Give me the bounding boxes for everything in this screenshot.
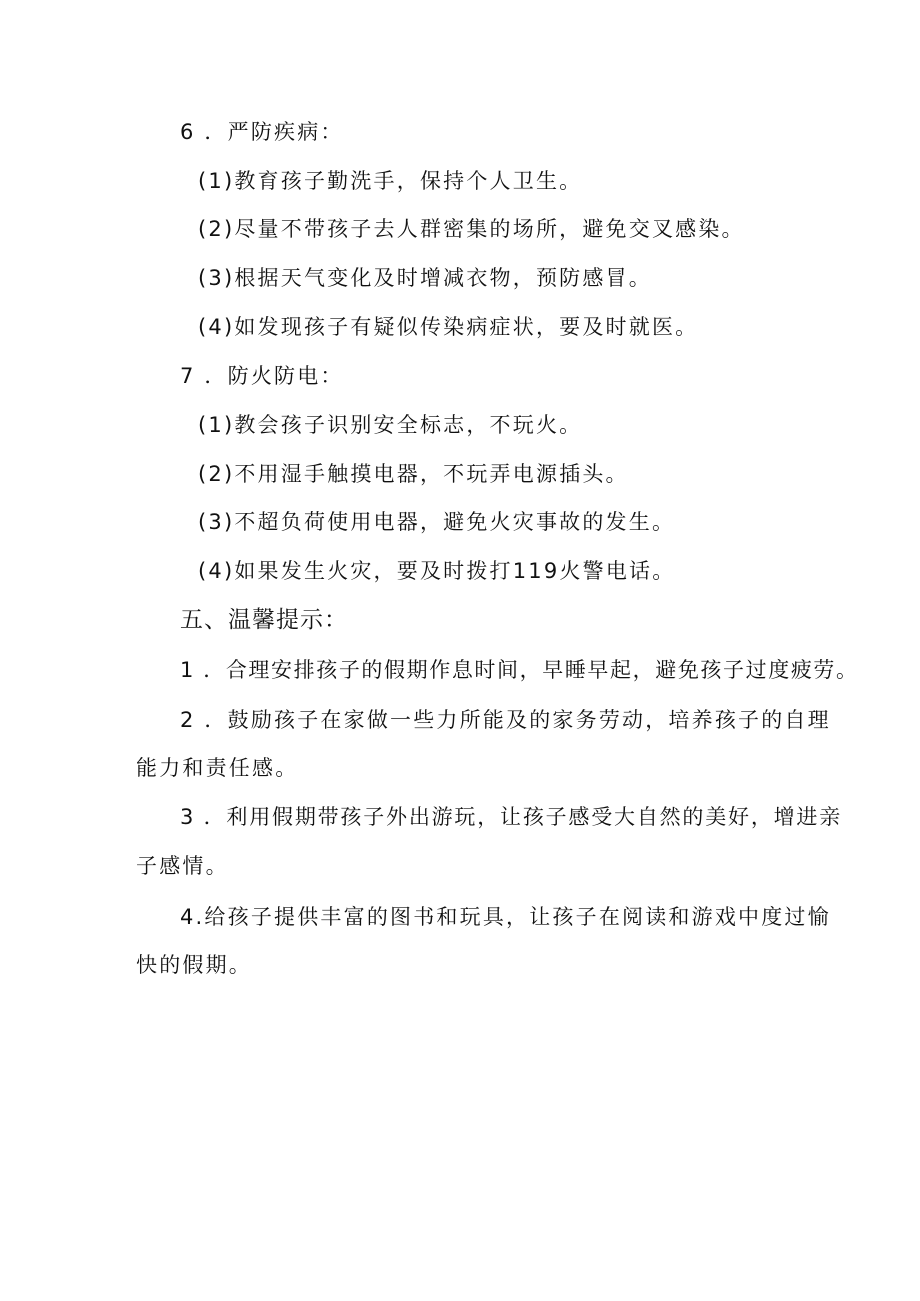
section-7-item-2: (2)不用湿手触摸电器，不玩弄电源插头。 (198, 462, 629, 486)
section-7-item-3: (3)不超负荷使用电器，避免火灾事故的发生。 (198, 510, 676, 534)
section-6-item-3: (3)根据天气变化及时增减衣物，预防感冒。 (198, 266, 652, 290)
tip-2-line-1: 2 ．鼓励孩子在家做一些力所能及的家务劳动，培养孩子的自理 (180, 708, 831, 732)
section-6-item-1: (1)教育孩子勤洗手，保持个人卫生。 (198, 169, 583, 193)
section-6-item-2: (2)尽量不带孩子去人群密集的场所，避免交叉感染。 (198, 217, 745, 241)
section-6-item-4: (4)如发现孩子有疑似传染病症状，要及时就医。 (198, 315, 699, 339)
section-7-title: 7 ．防火防电： (180, 364, 344, 388)
section-7-item-1: (1)教会孩子识别安全标志，不玩火。 (198, 413, 583, 437)
section-5-heading: 五、温馨提示： (180, 607, 348, 633)
tip-4-line-1: 4.给孩子提供丰富的图书和玩具，让孩子在阅读和游戏中度过愉 (180, 905, 831, 929)
tip-3-line-1: 3 ．利用假期带孩子外出游玩，让孩子感受大自然的美好，增进亲 (180, 805, 843, 829)
tip-2-line-2: 能力和责任感。 (136, 756, 299, 780)
tip-1-line-1: 1 ．合理安排孩子的假期作息时间，早睡早起，避免孩子过度疲劳。 (180, 658, 859, 682)
tip-3-line-2: 子感情。 (136, 854, 229, 878)
tip-4-line-2: 快的假期。 (136, 953, 252, 977)
section-6-title: 6 ．严防疾病： (180, 120, 344, 144)
section-7-item-4: (4)如果发生火灾，要及时拨打119火警电话。 (198, 559, 676, 583)
